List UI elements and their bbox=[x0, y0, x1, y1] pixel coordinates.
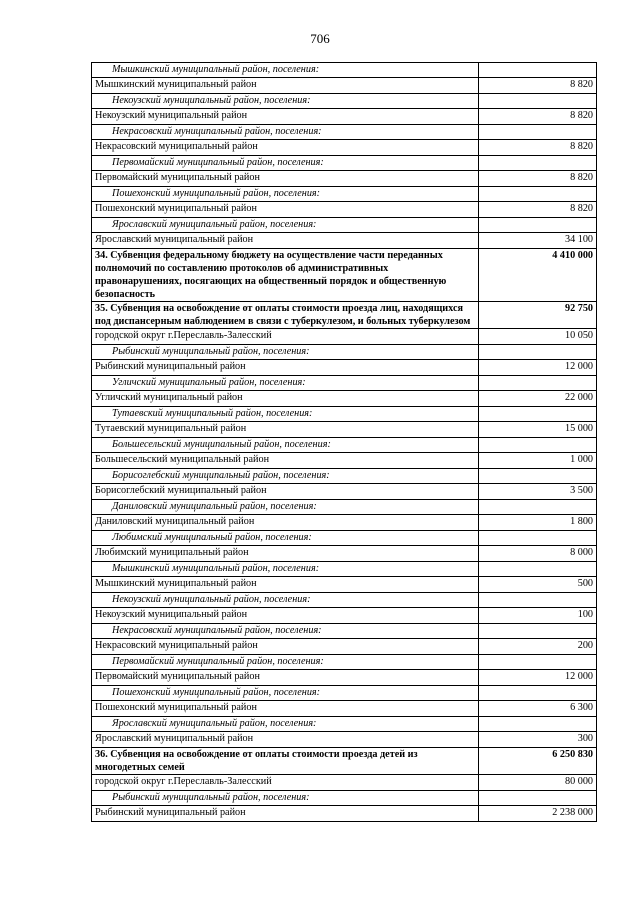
settlements-label: Некрасовский муниципальный район, поселения: bbox=[92, 624, 479, 639]
district-name: городской округ г.Переславль-Залесский bbox=[92, 775, 479, 791]
district-name: Даниловский муниципальный район bbox=[92, 515, 479, 531]
table-row bbox=[92, 639, 597, 655]
settlements-label: Рыбинский муниципальный район, поселения: bbox=[92, 791, 479, 806]
amount bbox=[479, 791, 597, 806]
amount bbox=[479, 469, 597, 484]
table-row bbox=[92, 171, 597, 187]
settlements-label: Любимский муниципальный район, поселения: bbox=[92, 531, 479, 546]
amount bbox=[479, 156, 597, 171]
table-row bbox=[92, 109, 597, 125]
district-name: Некрасовский муниципальный район bbox=[92, 639, 479, 655]
settlements-label: Ярославский муниципальный район, поселения: bbox=[92, 218, 479, 233]
table-row bbox=[92, 775, 597, 791]
amount: 80 000 bbox=[479, 775, 597, 791]
district-name: Рыбинский муниципальный район bbox=[92, 806, 479, 822]
amount bbox=[479, 187, 597, 202]
amount: 6 300 bbox=[479, 701, 597, 717]
subheading-row bbox=[92, 187, 597, 202]
amount: 34 100 bbox=[479, 233, 597, 249]
section-title: 35. Субвенция на освобождение от оплаты стоимости проезда лиц, находящихся под диспансерным наблюдением в связи с туберкулезом, и больных туберкулезом bbox=[92, 302, 479, 329]
subheading-row bbox=[92, 63, 597, 78]
table-row bbox=[92, 391, 597, 407]
table-row bbox=[92, 577, 597, 593]
budget-table bbox=[91, 62, 597, 822]
table-row bbox=[92, 546, 597, 562]
settlements-label: Некрасовский муниципальный район, поселения: bbox=[92, 125, 479, 140]
settlements-label: Пошехонский муниципальный район, поселения: bbox=[92, 187, 479, 202]
district-name: Мышкинский муниципальный район bbox=[92, 78, 479, 94]
section-title: 36. Субвенция на освобождение от оплаты стоимости проезда детей из многодетных семей bbox=[92, 748, 479, 775]
district-name: Любимский муниципальный район bbox=[92, 546, 479, 562]
district-name: Пошехонский муниципальный район bbox=[92, 202, 479, 218]
section-total: 4 410 000 bbox=[479, 249, 597, 302]
amount bbox=[479, 686, 597, 701]
amount: 15 000 bbox=[479, 422, 597, 438]
amount bbox=[479, 345, 597, 360]
settlements-label: Первомайский муниципальный район, поселения: bbox=[92, 655, 479, 670]
amount bbox=[479, 407, 597, 422]
table-row bbox=[92, 453, 597, 469]
district-name: Рыбинский муниципальный район bbox=[92, 360, 479, 376]
settlements-label: Первомайский муниципальный район, поселения: bbox=[92, 156, 479, 171]
table-row bbox=[92, 701, 597, 717]
section-total: 92 750 bbox=[479, 302, 597, 329]
amount: 100 bbox=[479, 608, 597, 624]
subheading-row bbox=[92, 562, 597, 577]
subheading-row bbox=[92, 624, 597, 639]
subheading-row bbox=[92, 345, 597, 360]
subheading-row bbox=[92, 686, 597, 701]
table-row bbox=[92, 515, 597, 531]
settlements-label: Тутаевский муниципальный район, поселения: bbox=[92, 407, 479, 422]
subheading-row bbox=[92, 156, 597, 171]
table-row bbox=[92, 806, 597, 822]
district-name: Большесельский муниципальный район bbox=[92, 453, 479, 469]
amount: 8 820 bbox=[479, 140, 597, 156]
subheading-row bbox=[92, 791, 597, 806]
amount: 500 bbox=[479, 577, 597, 593]
subheading-row bbox=[92, 94, 597, 109]
district-name: Мышкинский муниципальный район bbox=[92, 577, 479, 593]
amount: 200 bbox=[479, 639, 597, 655]
amount bbox=[479, 376, 597, 391]
settlements-label: Ярославский муниципальный район, поселения: bbox=[92, 717, 479, 732]
district-name: Некоузский муниципальный район bbox=[92, 608, 479, 624]
settlements-label: Угличский муниципальный район, поселения: bbox=[92, 376, 479, 391]
page-number: 706 bbox=[310, 31, 330, 46]
subheading-row bbox=[92, 469, 597, 484]
table-row bbox=[92, 732, 597, 748]
district-name: Борисоглебский муниципальный район bbox=[92, 484, 479, 500]
table-row bbox=[92, 233, 597, 249]
district-name: городской округ г.Переславль-Залесский bbox=[92, 329, 479, 345]
amount bbox=[479, 94, 597, 109]
district-name: Некоузский муниципальный район bbox=[92, 109, 479, 125]
amount: 22 000 bbox=[479, 391, 597, 407]
district-name: Тутаевский муниципальный район bbox=[92, 422, 479, 438]
settlements-label: Пошехонский муниципальный район, поселения: bbox=[92, 686, 479, 701]
settlements-label: Некоузский муниципальный район, поселения: bbox=[92, 94, 479, 109]
section-total: 6 250 830 bbox=[479, 748, 597, 775]
amount: 12 000 bbox=[479, 670, 597, 686]
subheading-row bbox=[92, 125, 597, 140]
table-row bbox=[92, 484, 597, 500]
settlements-label: Мышкинский муниципальный район, поселения: bbox=[92, 562, 479, 577]
table-row bbox=[92, 140, 597, 156]
amount bbox=[479, 500, 597, 515]
amount: 10 050 bbox=[479, 329, 597, 345]
district-name: Некрасовский муниципальный район bbox=[92, 140, 479, 156]
district-name: Пошехонский муниципальный район bbox=[92, 701, 479, 717]
amount: 12 000 bbox=[479, 360, 597, 376]
amount: 8 000 bbox=[479, 546, 597, 562]
amount bbox=[479, 218, 597, 233]
amount bbox=[479, 63, 597, 78]
subheading-row bbox=[92, 500, 597, 515]
amount: 8 820 bbox=[479, 202, 597, 218]
amount: 1 800 bbox=[479, 515, 597, 531]
amount: 1 000 bbox=[479, 453, 597, 469]
subheading-row bbox=[92, 593, 597, 608]
subheading-row bbox=[92, 407, 597, 422]
subheading-row bbox=[92, 376, 597, 391]
section-header-row bbox=[92, 302, 597, 329]
amount bbox=[479, 624, 597, 639]
settlements-label: Некоузский муниципальный район, поселения: bbox=[92, 593, 479, 608]
amount bbox=[479, 717, 597, 732]
amount: 8 820 bbox=[479, 78, 597, 94]
district-name: Первомайский муниципальный район bbox=[92, 171, 479, 187]
subheading-row bbox=[92, 717, 597, 732]
amount bbox=[479, 655, 597, 670]
subheading-row bbox=[92, 218, 597, 233]
table-row bbox=[92, 202, 597, 218]
amount: 8 820 bbox=[479, 109, 597, 125]
amount: 3 500 bbox=[479, 484, 597, 500]
table-row bbox=[92, 360, 597, 376]
subheading-row bbox=[92, 438, 597, 453]
table-row bbox=[92, 78, 597, 94]
table-row bbox=[92, 329, 597, 345]
amount bbox=[479, 125, 597, 140]
amount bbox=[479, 438, 597, 453]
amount: 8 820 bbox=[479, 171, 597, 187]
table-row bbox=[92, 608, 597, 624]
amount bbox=[479, 562, 597, 577]
settlements-label: Борисоглебский муниципальный район, поселения: bbox=[92, 469, 479, 484]
settlements-label: Даниловский муниципальный район, поселения: bbox=[92, 500, 479, 515]
section-header-row bbox=[92, 249, 597, 302]
budget-table-body bbox=[92, 63, 597, 822]
amount bbox=[479, 531, 597, 546]
section-title: 34. Субвенция федеральному бюджету на осуществление части переданных полномочий по составлению протоколов об административных правонарушениях, посягающих на общественный порядок и общественную безопасность bbox=[92, 249, 479, 302]
settlements-label: Большесельский муниципальный район, поселения: bbox=[92, 438, 479, 453]
section-header-row bbox=[92, 748, 597, 775]
district-name: Угличский муниципальный район bbox=[92, 391, 479, 407]
amount bbox=[479, 593, 597, 608]
district-name: Ярославский муниципальный район bbox=[92, 732, 479, 748]
subheading-row bbox=[92, 531, 597, 546]
table-row bbox=[92, 422, 597, 438]
settlements-label: Мышкинский муниципальный район, поселения: bbox=[92, 63, 479, 78]
amount: 2 238 000 bbox=[479, 806, 597, 822]
amount: 300 bbox=[479, 732, 597, 748]
district-name: Первомайский муниципальный район bbox=[92, 670, 479, 686]
settlements-label: Рыбинский муниципальный район, поселения: bbox=[92, 345, 479, 360]
district-name: Ярославский муниципальный район bbox=[92, 233, 479, 249]
table-row bbox=[92, 670, 597, 686]
subheading-row bbox=[92, 655, 597, 670]
